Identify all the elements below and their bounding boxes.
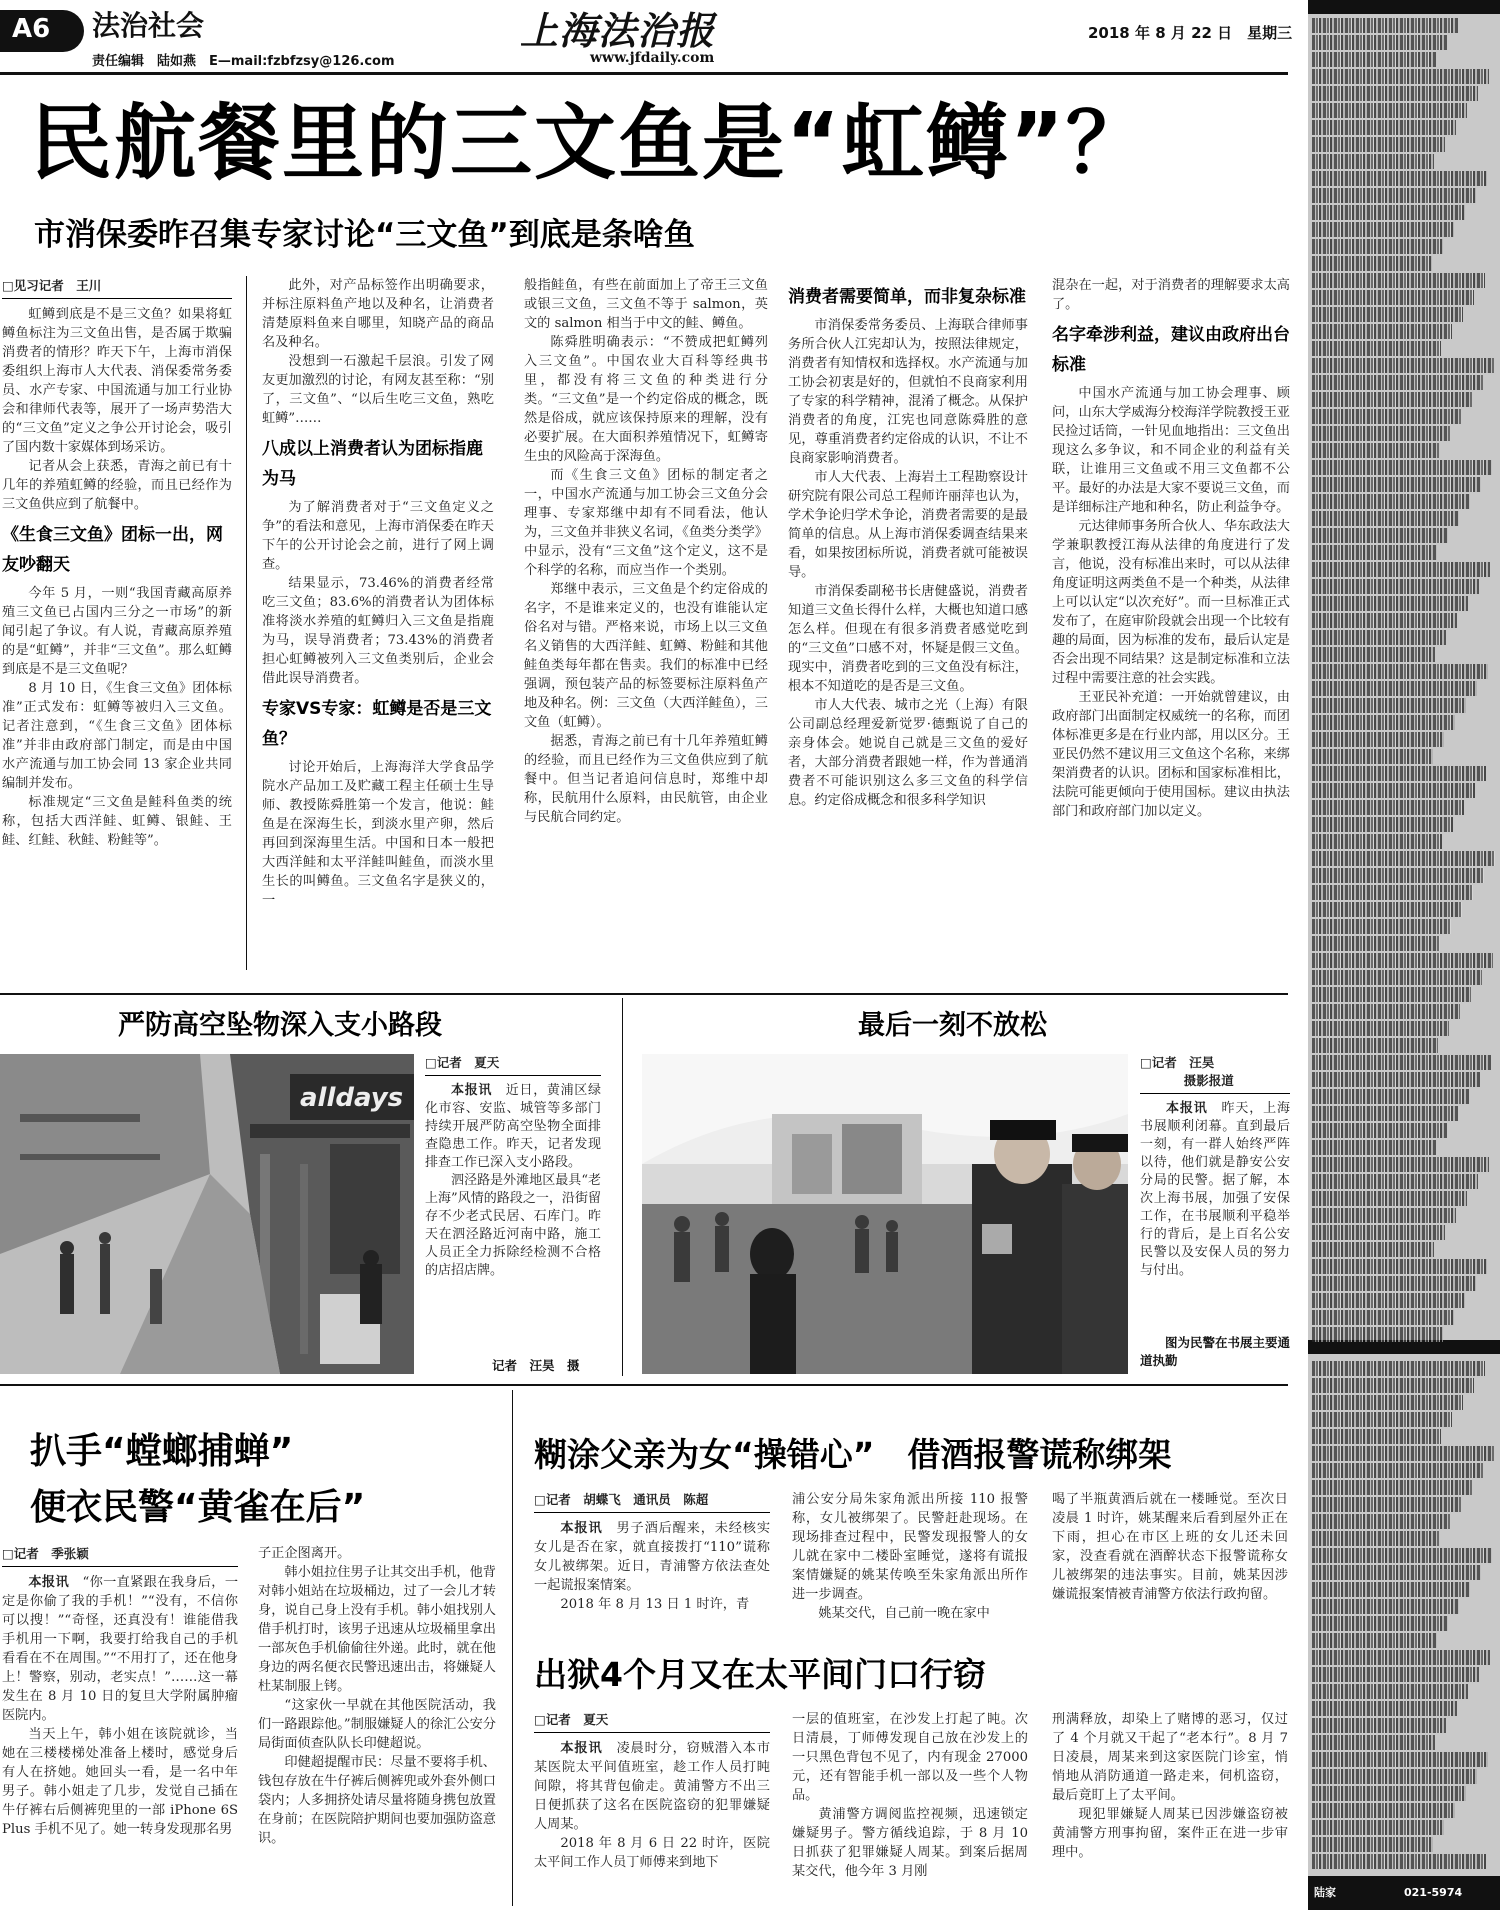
issue-date: 2018 年 8 月 22 日 星期三: [1088, 24, 1293, 42]
story6-byline: □记者 夏天: [534, 1710, 770, 1733]
paragraph: 元达律师事务所合伙人、华东政法大学兼职教授江海从法律的角度进行了发言，他说，没有标准出来时，可以从法律角度证明这两类鱼不是一个种类，从法律上可以认定“以次充好”。而一旦标准正式发布了，在庭审阶段就会出现一个比较有趣的局面，因为标准的发布，最后认定是否会出现不同结果？这是制定标准和立法过程中需要注意的社会实践。: [1052, 519, 1290, 686]
sidebar-notice-line: [1312, 732, 1444, 747]
paragraph: [425, 1082, 601, 1172]
section-rule: [0, 1384, 1288, 1386]
sidebar-notice-line: [1312, 817, 1453, 832]
lead-tag: 本报讯: [560, 1521, 603, 1536]
paragraph: 市人大代表、上海岩土工程勘察设计研究院有限公司总工程师许丽萍也认为，学术争论归学术争论，消费者需要的是最简单的信息。从上海市消保委调查结果来看，如果按团标所说，消费者就可能被误导。: [788, 470, 1028, 580]
sidebar-notice-line: [1312, 1531, 1439, 1546]
paragraph: 姚某交代，自己前一晚在家中: [818, 1606, 990, 1621]
story6-column-1: [534, 1710, 770, 1906]
story3-caption: 图为民警在书展主要通道执勤: [1140, 1335, 1291, 1368]
sidebar-notice-line: [1312, 1021, 1449, 1036]
lead-column-5: [1052, 276, 1290, 974]
story6-headline: 出狱4个月又在太平间门口行窃: [534, 1655, 986, 1694]
sidebar-notice-line: [1312, 256, 1432, 271]
paragraph: 而《生食三文鱼》团标的制定者之一，中国水产流通与加工协会三文鱼分会理事、专家郑继中却有不同看法，他认为，三文鱼并非狭义名词，《鱼类分类学》中显示，没有“三文鱼”这个定义，这不是个科学的名称，而应当作一个类别。: [524, 468, 768, 578]
lead-column-1: [2, 276, 232, 974]
sidebar-notice-line: [1312, 715, 1455, 730]
sidebar-notice-line: [1312, 1803, 1455, 1818]
classified-ads-sidebar: [1308, 0, 1500, 1910]
paragraph: 市消保委常务委员、上海联合律师事务所合伙人江宪却认为，按照法律规定，消费者有知情权和选择权。水产流通与加工协会初衷是好的，但就怕不良商家利用了专家的科学精神，混淆了概念。从保护消费者的角度，江宪也同意陈舜胜的意见，尊重消费者约定俗成的认识，不让不良商家影响消费者。: [788, 318, 1028, 466]
paragraph: 陈舜胜明确表示：“不赞成把虹鳟列入三文鱼”。中国农业大百科等经典书里，都没有将三文鱼的种类进行分类。“三文鱼”是一个约定俗成的概念，既然是俗成，就应该保持原来的理解，没有必要扩展。在大面积养殖情况下，虹鳟寄生虫的风险高于深海鱼。: [524, 335, 768, 464]
column-rule: [512, 1390, 513, 1906]
sidebar-notice-line: [1312, 1123, 1447, 1138]
sidebar-notice-line: [1312, 1667, 1479, 1682]
story2-byline: □记者 夏天: [425, 1054, 601, 1076]
paragraph-text: 男子酒后醒来，未经核实女儿是否在家，就直接拨打“110”谎称女儿被绑架。近日，青浦警方依法查处一起谎报案情案。: [534, 1521, 770, 1593]
subhead: 消费者需要简单，而非复杂标准: [788, 287, 1026, 307]
lead-tag: 本报讯: [28, 1575, 69, 1590]
paragraph: 没想到一石激起千层浪。引发了网友更加激烈的讨论，有网友甚至称：“别了，三文鱼”、“以后生吃三文鱼，熟吃虹鳟”……: [262, 354, 494, 426]
sidebar-notice-line: [1312, 1684, 1468, 1699]
sidebar-notice-line: [1312, 1157, 1489, 1172]
sidebar-notice-line: [1312, 1412, 1452, 1427]
paragraph: 泗泾路是外滩地区最具“老上海”风情的路段之一，沿街留存不少老式民居、石库门。昨天在泗泾路近河南中路，施工人员正全力拆除经检测不合格的店招店牌。: [425, 1173, 601, 1278]
story3-photo-credit: 摄影报道: [1140, 1072, 1290, 1094]
paragraph: 记者从会上获悉，青海之前已有十几年的养殖虹鳟的经验，而且已经作为三文鱼供应到了航餐中。: [2, 459, 232, 512]
sidebar-notice-line: [1312, 1735, 1435, 1750]
sidebar-notice-line: [1312, 953, 1493, 968]
paragraph: 市人大代表、城市之光（上海）有限公司副总经理爱新觉罗·德甄说了自己的亲身体会。她说自己就是三文鱼的爱好者，大部分消费者跟她一样，作为普通消费者不可能识别这么多三文鱼的科学信息。约定俗成概念和很多科学知识: [788, 698, 1028, 808]
sidebar-notice-line: [1312, 273, 1485, 288]
story5-byline: □记者 胡蝶飞 通讯员 陈超: [534, 1490, 770, 1513]
story6-column-3: [1052, 1710, 1288, 1906]
subhead: 名字牵涉利益，建议由政府出台标准: [1052, 325, 1290, 375]
sidebar-notice-line: [1312, 392, 1472, 407]
paragraph: 8 月 10 日，《生食三文鱼》团体标准”正式发布：虹鳟等被归入三文鱼。记者注意到，“《生食三文鱼》团体标准”并非由政府部门制定，而是由中国水产流通与加工协会同 13 家企业共同编制并发布。: [2, 681, 232, 791]
street-photo: [0, 1054, 414, 1374]
story4-column-1: [2, 1544, 238, 1906]
paragraph-text: “你一直紧跟在我身后，一定是你偷了我的手机！”“没有，不信你可以搜！”“奇怪，还真没有！谁能借我手机用一下啊，我要打给我自己的手机看看在不在周围。”“不用打了，还在他身上！警察，别动，老实点！”……这一幕发生在 8 月 10 日的复旦大学附属肿瘤医院内。: [2, 1575, 238, 1723]
sidebar-footer: [1308, 1876, 1500, 1910]
lead-column-4: [788, 276, 1028, 974]
sidebar-notice-line: [1312, 1072, 1480, 1087]
sidebar-notice-line: [1312, 1378, 1474, 1393]
story4-headline-2: 便衣民警“黄雀在后”: [30, 1487, 366, 1528]
sidebar-notice-line: [1312, 307, 1463, 322]
sidebar-notice-line: [1312, 358, 1494, 373]
sidebar-notice-line: [1312, 783, 1475, 798]
sidebar-notice-line: [1312, 579, 1479, 594]
sidebar-notice-line: [1312, 1616, 1448, 1631]
sidebar-notice-line: [1312, 1769, 1477, 1784]
sidebar-notice-line: [1312, 562, 1490, 577]
masthead-logo: 上海法治报: [520, 8, 716, 53]
lead-tag: 本报讯: [1166, 1101, 1208, 1116]
lead-headline: 民航餐里的三文鱼是“虹鳟”？: [30, 96, 1150, 191]
sidebar-notice-line: [1312, 154, 1434, 169]
paragraph: 讨论开始后，上海海洋大学食品学院水产品加工及贮藏工程主任硕士生导师、教授陈舜胜第一个发言，他说：鲑鱼是在深海生长，到淡水里产卵，然后再回到深海里生活。中国和日本一般把大西洋鲑和太平洋鲑叫鲑鱼，而淡水里生长的叫鳟鱼。三文鱼名字是狭义的，一: [262, 760, 494, 908]
sidebar-notice-line: [1312, 1463, 1483, 1478]
sidebar-notice-line: [1312, 137, 1445, 152]
paragraph: 此外，对产品标签作出明确要求，并标注原料鱼产地以及种名，让消费者清楚原料鱼来自哪里，知晓产品的商品名及种名。: [262, 278, 494, 350]
sidebar-section-bar: [1308, 1340, 1500, 1354]
story4-headline-1: 扒手“螳螂捕蝉”: [30, 1431, 294, 1472]
sidebar-notice-line: [1312, 613, 1457, 628]
sidebar-notice-line: [1312, 443, 1439, 458]
sidebar-notice-line: [1312, 1565, 1481, 1580]
sidebar-notice-line: [1312, 1599, 1459, 1614]
sidebar-notice-line: [1312, 375, 1483, 390]
sidebar-notice-line: [1312, 800, 1464, 815]
paragraph: 2018 年 8 月 6 日 22 时许，医院太平间工作人员丁师傅来到地下: [534, 1836, 770, 1870]
sidebar-notice-line: [1312, 171, 1487, 186]
story2-headline: 严防高空坠物深入支小路段: [118, 1010, 442, 1041]
sidebar-notice-line: [1312, 103, 1467, 118]
sidebar-notice-line: [1312, 1786, 1466, 1801]
subhead: 《生食三文鱼》团标一出，网友吵翻天: [2, 525, 223, 575]
paragraph: [534, 1739, 770, 1834]
paragraph: 喝了半瓶黄酒后就在一楼睡觉。至次日凌晨 1 时许，姚某醒来后看到屋外正在下雨，担心在市区上班的女儿还未回家，没查看就在酒醉状态下报警谎称女儿被绑架的违法事实。目前，姚某因涉嫌谎报案情被青浦警方依法行政拘留。: [1052, 1492, 1288, 1602]
sidebar-notice-line: [1312, 749, 1433, 764]
sidebar-notice-line: [1312, 1480, 1472, 1495]
subhead: 专家VS专家：虹鳟是否是三文鱼？: [262, 699, 492, 749]
sidebar-notice-line: [1312, 1446, 1494, 1461]
sidebar-notice-line: [1312, 1650, 1490, 1665]
sidebar-notice-line: [1312, 545, 1437, 560]
section-name: 法治社会: [92, 9, 205, 42]
story3-body: [1140, 1054, 1290, 1344]
sidebar-notice-line: [1312, 290, 1474, 305]
paragraph: “这家伙一早就在其他医院活动，我们一路跟踪他。”制服嫌疑人的徐汇公安分局街面侦查队队长印健超说。: [258, 1698, 496, 1751]
story3-byline: □记者 汪昊: [1140, 1055, 1215, 1070]
paragraph: 子正企图离开。: [258, 1546, 351, 1561]
sidebar-notice-line: [1312, 426, 1450, 441]
sidebar-notice-line: [1312, 596, 1468, 611]
paragraph: 一层的值班室，在沙发上打起了盹。次日清晨，丁师傅发现自己放在沙发上的一只黑色背包不见了，内有现金 27000 元，还有智能手机一部以及一些个人物品。: [792, 1712, 1028, 1803]
sidebar-notice-line: [1312, 120, 1456, 135]
paragraph: 今年 5 月，一则“我国青藏高原养殖三文鱼已占国内三分之一市场”的新闻引起了争议。有人说，青藏高原养殖的是“虹鳟”，并非“三文鱼”。那么虹鳟到底是不是三文鱼呢？: [2, 586, 232, 677]
paragraph: 现犯罪嫌疑人周某已因涉嫌盗窃被黄浦警方刑事拘留，案件正在进一步审理中。: [1052, 1807, 1288, 1860]
header-rule: [0, 72, 1288, 75]
sidebar-notice-line: [1312, 460, 1492, 475]
story5-column-3: [1052, 1490, 1288, 1628]
sidebar-notice-line: [1312, 885, 1473, 900]
sidebar-notice-line: [1312, 1174, 1478, 1189]
book-fair-photo: [642, 1054, 1128, 1374]
sidebar-notice-line: [1312, 1514, 1450, 1529]
sidebar-notice-line: [1312, 834, 1442, 849]
sidebar-notice-line: [1312, 681, 1477, 696]
sidebar-notice-line: [1312, 851, 1495, 866]
paragraph: 般指鲑鱼，有些在前面加上了帝王三文鱼或银三文鱼，三文鱼不等于 salmon，英文的 salmon 相当于中文的鲑、鳟鱼。: [524, 278, 768, 331]
sidebar-notice-line: [1312, 1820, 1444, 1835]
paragraph: 中国水产流通与加工协会理事、顾问，山东大学威海分校海洋学院教授王亚民捡过话筒，一针见血地指出：三文鱼出现这么多争议，和不同企业的利益有关联，让谁用三文鱼或不用三文鱼都不公平。最好的办法是大家不要说三文鱼，而是详细标注产地和种名，防止利益争夺。: [1052, 386, 1290, 515]
paragraph: 刑满释放，却染上了赌博的恶习，仅过了 4 个月就又干起了“老本行”。8 月 7 日凌晨，周某来到这家医院门诊室，悄悄地从消防通道一路走来，伺机盗窃，最后竟盯上了太平间。: [1052, 1712, 1288, 1803]
sidebar-notice-line: [1312, 1242, 1434, 1257]
sidebar-notice-line: [1312, 1225, 1445, 1240]
sidebar-notice-line: [1312, 69, 1489, 84]
paragraph: 市消保委副秘书长唐健盛说，消费者知道三文鱼长得什么样，大概也知道口感怎么样。但现在有很多消费者感觉吃到的“三文鱼”口感不对，怀疑是假三文鱼。现实中，消费者吃到的三文鱼没有标注，根本不知道吃的是否是三文鱼。: [788, 584, 1028, 694]
paragraph: 印健超提醒市民：尽量不要将手机、钱包存放在牛仔裤后侧裤兜或外套外侧口袋内；人多拥挤处请尽量将随身携包放置在身前；在医院陪护期间也要加强防盗意识。: [258, 1755, 496, 1846]
paragraph: 为了解消费者对于“三文鱼定义之争”的看法和意见，上海市消保委在昨天下午的公开讨论会之前，进行了网上调查。: [262, 500, 494, 572]
sidebar-footer-right: 021-5974: [1404, 1886, 1463, 1899]
sidebar-notice-line: [1312, 1837, 1433, 1852]
editor-line: 责任编辑 陆如燕 E—mail:fzbfzsy@126.com: [92, 54, 395, 69]
column-rule: [246, 276, 247, 970]
story4-byline: □记者 季张颖: [2, 1544, 238, 1567]
paragraph: 结果显示，73.46%的消费者经常吃三文鱼；83.6%的消费者认为团体标准将淡水养殖的虹鳟归入三文鱼是指鹿为马，误导消费者；73.43%的消费者担心虹鳟被列入三文鱼类别后，企业会借此误导消费者。: [262, 576, 494, 686]
sidebar-notice-line: [1312, 477, 1481, 492]
story5-column-1: [534, 1490, 770, 1628]
sidebar-notice-line: [1312, 528, 1448, 543]
sidebar-notice-line: [1312, 1718, 1446, 1733]
sidebar-notice-line: [1312, 1208, 1456, 1223]
sidebar-notice-line: [1312, 239, 1443, 254]
sidebar-notice-line: [1312, 766, 1486, 781]
sidebar-notice-line: [1312, 902, 1462, 917]
sidebar-notice-line: [1312, 205, 1465, 220]
sidebar-notice-line: [1312, 1310, 1454, 1325]
sidebar-notice-line: [1312, 324, 1452, 339]
sidebar-notice-line: [1312, 1055, 1491, 1070]
sidebar-notice-line: [1312, 1106, 1458, 1121]
sidebar-notice-line: [1312, 409, 1461, 424]
paragraph-text: 近日，黄浦区绿化市容、安监、城管等多部门持续开展严防高空坠物全面排查隐患工作。昨天，记者发现排查工作已深入支小路段。: [425, 1083, 601, 1170]
story6-column-2: [792, 1710, 1028, 1906]
paragraph: 标准规定“三文鱼是鲑科鱼类的统称，包括大西洋鲑、虹鳟、银鲑、王鲑、红鲑、秋鲑、粉鲑等”。: [2, 795, 232, 848]
paragraph: [1140, 1100, 1290, 1280]
sidebar-notice-line: [1312, 1327, 1443, 1342]
sidebar-notice-line: [1312, 1548, 1492, 1563]
sidebar-notice-line: [1312, 222, 1454, 237]
sidebar-notice-line: [1312, 1429, 1441, 1444]
sidebar-notice-line: [1312, 511, 1459, 526]
sidebar-notice-line: [1312, 52, 1436, 67]
lead-subtitle: 市消保委昨召集专家讨论“三文鱼”到底是条啥鱼: [34, 217, 695, 253]
paragraph: 当天上午，韩小姐在该院就诊，当她在三楼楼梯处准备上楼时，感觉身后有人在挤她。她回头一看，是一名中年男子。韩小姐走了几步，发觉自己插在牛仔裤右后侧裤兜里的一部 iPhone 6S Plus 手机不见了。她一转身发现那名男: [2, 1727, 238, 1837]
paragraph-text: 凌晨时分，窃贼潜入本市某医院太平间值班室，趁工作人员打盹间隙，将其背包偷走。黄浦警方不出三日便抓获了这名在医院盗窃的犯罪嫌疑人周某。: [534, 1741, 770, 1832]
sidebar-notice-line: [1312, 1701, 1457, 1716]
sidebar-notice-line: [1312, 1276, 1476, 1291]
subhead: 八成以上消费者认为团标指鹿为马: [262, 439, 483, 489]
sidebar-notice-line: [1312, 630, 1446, 645]
sidebar-notice-line: [1312, 1582, 1470, 1597]
sidebar-notice-line: [1312, 1752, 1488, 1767]
paragraph: 王亚民补充道：一开始就曾建议，由政府部门出面制定权威统一的名称，而团体标准更多是在行业内部，用以区分。王亚民仍然不建议用三文鱼这个名称，来绑架消费者的认识。团标和国家标准相比，法院可能更倾向于使用国标。建议由执法部门和政府部门加以定义。: [1052, 690, 1290, 819]
sidebar-notice-line: [1312, 1140, 1436, 1155]
lead-column-3: [524, 276, 768, 974]
website: www.jfdaily.com: [590, 50, 715, 66]
sidebar-notice-line: [1312, 1361, 1485, 1376]
sidebar-footer-left: 陆家: [1314, 1886, 1336, 1899]
sidebar-notice-line: [1312, 936, 1440, 951]
sidebar-notice-line: [1312, 341, 1441, 356]
page-number: A6: [12, 14, 51, 44]
story5-headline: 糊涂父亲为女“操错心” 借酒报警谎称绑架: [534, 1435, 1172, 1474]
paragraph: 据悉，青海之前已有十几年养殖虹鳟的经验，而且已经作为三文鱼供应到了航餐中。但当记者追问信息时，郑维中却称，民航用什么原料，由民航管，由企业与民航合同约定。: [524, 734, 768, 825]
sidebar-notice-line: [1312, 664, 1488, 679]
story2-photo-credit: 记者 汪昊 摄: [492, 1358, 580, 1373]
sidebar-notice-line: [1312, 1633, 1437, 1648]
lead-tag: 本报讯: [451, 1083, 493, 1098]
sidebar-notice-line: [1312, 1259, 1487, 1274]
paragraph: [2, 1573, 238, 1725]
shop-sign-text: alldays: [300, 1083, 404, 1113]
sidebar-notice-line: [1312, 18, 1458, 33]
sidebar-notice-line: [1312, 1497, 1461, 1512]
sidebar-notice-line: [1312, 1089, 1469, 1104]
sidebar-notice-line: [1312, 1038, 1438, 1053]
sidebar-notice-line: [1312, 1293, 1465, 1308]
paragraph: 混杂在一起，对于消费者的理解要求太高了。: [1052, 278, 1290, 312]
sidebar-notice-line: [1312, 1395, 1463, 1410]
sidebar-notice-line: [1312, 1191, 1467, 1206]
sidebar-notice-line: [1312, 35, 1447, 50]
paragraph: 浦公安分局朱家角派出所接 110 报警称，女儿被绑架了。民警赶赴现场。在现场排查过程中，民警发现报警人的女儿就在家中二楼卧室睡觉，遂将有谎报案情嫌疑的姚某传唤至朱家角派出所作进一步调查。: [792, 1492, 1028, 1602]
paragraph: [534, 1519, 770, 1595]
sidebar-notice-line: [1312, 1004, 1460, 1019]
sidebar-notice-line: [1312, 494, 1470, 509]
paragraph: 黄浦警方调阅监控视频，迅速锁定嫌疑男子。警方循线追踪，于 8 月 10 日抓获了犯罪嫌疑人周某。到案后据周某交代，他今年 3 月刚: [792, 1807, 1028, 1879]
lead-byline: □见习记者 王川: [2, 276, 232, 299]
section-rule: [0, 993, 1288, 995]
story2-body: [425, 1054, 601, 1354]
story5-column-2: [792, 1490, 1028, 1628]
sidebar-notice-line: [1312, 647, 1435, 662]
paragraph: 2018 年 8 月 13 日 1 时许，青: [560, 1597, 750, 1612]
sidebar-notice-line: [1312, 970, 1482, 985]
column-rule: [622, 998, 623, 1376]
sidebar-notice-line: [1312, 188, 1476, 203]
paragraph: 韩小姐拉住男子让其交出手机，他背对韩小姐站在垃圾桶边，过了一会儿才转身，说自己身上没有手机。韩小姐找别人借手机打时，该男子迅速从垃圾桶里拿出一部灰色手机偷偷往外递。此时，就在他身边的两名便衣民警迅速出击，将嫌疑人杜某制服上铐。: [258, 1565, 496, 1694]
paragraph: 郑继中表示，三文鱼是个约定俗成的名字，不是谁来定义的，也没有谁能认定俗名对与错。严格来说，市场上以三文鱼名义销售的大西洋鲑、虹鳟、粉鲑和其他鲑鱼类每年都在售卖。我们的标准中已经强调，预包装产品的标签要标注原料鱼产地及种名。例：三文鱼（大西洋鲑鱼），三文鱼（虹鳟）。: [524, 582, 768, 730]
sidebar-notice-line: [1312, 86, 1478, 101]
sidebar-notice-line: [1312, 868, 1484, 883]
story3-headline: 最后一刻不放松: [858, 1010, 1047, 1041]
sidebar-section-bar: [1308, 0, 1500, 14]
sidebar-notice-line: [1312, 919, 1451, 934]
lead-tag: 本报讯: [560, 1741, 603, 1756]
sidebar-notice-line: [1312, 987, 1471, 1002]
sidebar-notice-line: [1312, 698, 1466, 713]
paragraph: 虹鳟到底是不是三文鱼？如果将虹鳟鱼标注为三文鱼出售，是否属于欺骗消费者的情形？昨天下午，上海市消保委组织上海市人大代表、消保委常务委员、水产专家、中国流通与加工行业协会和律师代表等，展开了一场声势浩大的“三文鱼”定义之争公开讨论会，吸引了国内数十家媒体到场采访。: [2, 307, 232, 455]
sidebar-notice-line: [1312, 1854, 1486, 1869]
story4-column-2: [258, 1544, 496, 1906]
paragraph-text: 昨天，上海书展顺利闭幕。直到最后一刻，有一群人始终严阵以待，他们就是静安公安分局的民警。据了解，本次上海书展，加强了安保工作，在书展顺利平稳举行的背后，是上百名公安民警以及安保人员的努力与付出。: [1140, 1101, 1290, 1278]
lead-column-2: [262, 276, 494, 974]
